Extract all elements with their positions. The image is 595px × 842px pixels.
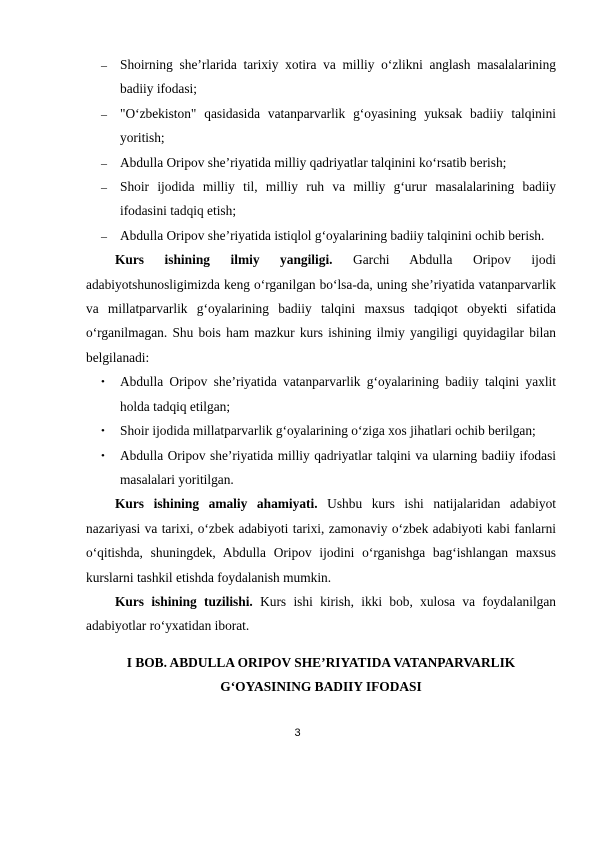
list-item-text: Abdulla Oripov she’riyatida vatanparvarlik g‘oyalarining badiiy talqini yaxlit holda tadqiq etilgan; [120, 374, 556, 414]
list-item [86, 419, 556, 443]
chapter-title [86, 651, 556, 700]
page-number: 3 [294, 727, 301, 739]
practical-heading: Kurs ishining amaliy ahamiyati. [115, 496, 318, 512]
dash-marker: – [101, 180, 107, 195]
dash-marker: – [101, 155, 107, 170]
structure-text: Kurs ishi kirish, ikki bob, xulosa va foydalanilgan adabiyotlar ro‘yxatidan iborat. [86, 593, 556, 634]
novelty-paragraph [86, 248, 556, 370]
list-item-text: Abdulla Oripov she’riyatida istiqlol g‘oyalarining badiiy talqinini ochib berish. [120, 227, 545, 243]
list-item [86, 102, 556, 151]
novelty-heading: Kurs ishining ilmiy yangiligi. [115, 252, 333, 268]
dash-marker: – [101, 228, 107, 243]
list-item [86, 53, 556, 102]
bullet-marker: • [101, 449, 105, 462]
novelty-list [86, 370, 556, 492]
chapter-title-line: I BOB. ABDULLA ORIPOV SHE’RIYATIDA VATANPARVARLIK [126, 654, 516, 670]
list-item [86, 151, 556, 175]
chapter-title-line: G‘OYASINING BADIIY IFODASI [220, 679, 422, 695]
dash-marker: – [101, 106, 107, 121]
page-content [86, 53, 556, 700]
list-item-text: "O‘zbekiston" qasidasida vatanparvarlik g‘oyasining yuksak badiiy talqinini yoritish; [120, 105, 556, 146]
practical-text: Ushbu kurs ishi natijalaridan adabiyot nazariyasi va tarixi, o‘zbek adabiyoti tarixi, zamonaviy o‘zbek adabiyoti kabi fanlarni o‘qitishda, shuningdek, Abdulla Oripov ijodini o‘rganishga bag‘ishlangan maxsus kurslarni tashkil etishda foydalanish mumkin. [86, 496, 556, 585]
list-item [86, 370, 556, 419]
list-item-text: Abdulla Oripov she’riyatida milliy qadriyatlar talqini va ularning badiiy ifodasi masalalari yoritilgan. [120, 447, 556, 487]
list-item-text: Shoir ijodida milliy til, milliy ruh va milliy g‘urur masalalarining badiiy ifodasini tadqiq etish; [120, 179, 556, 219]
practical-paragraph [86, 492, 556, 590]
dash-marker: – [101, 58, 107, 72]
structure-heading: Kurs ishining tuzilishi. [115, 593, 253, 609]
novelty-text: Garchi Abdulla Oripov ijodi adabiyotshunosligimizda keng o‘rganilgan bo‘lsa-da, uning she’riyatida vatanparvarlik va millatparvarlik g‘oyalarining badiiy talqini maxsus tadqiqot obyekti sifatida o‘rganilmagan. Shu bois ham mazkur kurs ishining ilmiy yangiligi quyidagilar bilan belgilanadi: [86, 252, 556, 365]
list-item [86, 224, 556, 248]
list-item-text: Abdulla Oripov she’riyatida milliy qadriyatlar talqinini ko‘rsatib berish; [120, 154, 507, 170]
structure-paragraph [86, 590, 556, 639]
bullet-marker: • [101, 376, 105, 389]
list-item-text: Shoirning she’rlarida tarixiy xotira va milliy o‘zlikni anglash masalalarining badiiy ifodasi; [120, 57, 556, 97]
list-item [86, 444, 556, 493]
goals-list [86, 53, 556, 248]
list-item [86, 175, 556, 224]
bullet-marker: • [101, 425, 105, 438]
list-item-text: Shoir ijodida millatparvarlik g‘oyalarining o‘ziga xos jihatlari ochib berilgan; [120, 423, 536, 439]
